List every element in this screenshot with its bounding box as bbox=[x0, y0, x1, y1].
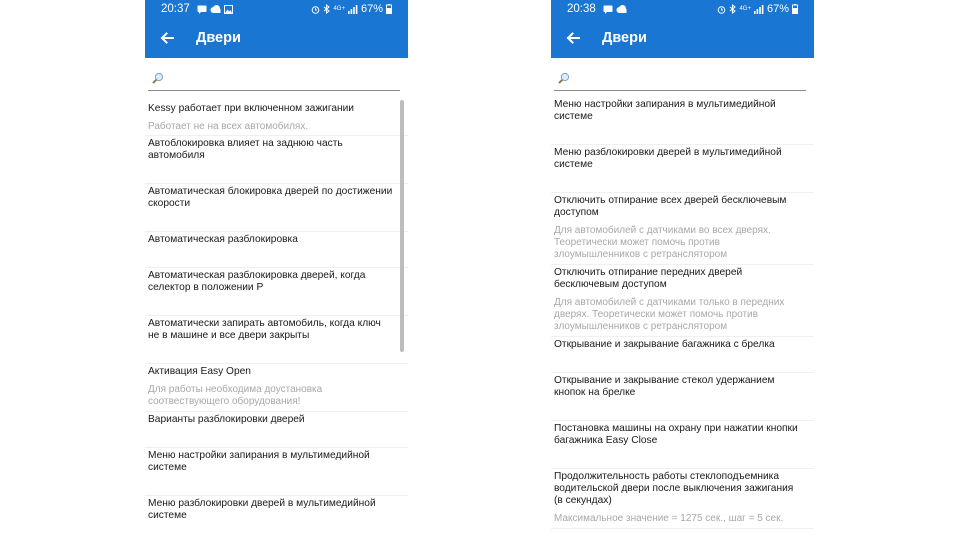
status-bar bbox=[551, 0, 814, 18]
back-arrow-icon[interactable] bbox=[157, 28, 177, 48]
bluetooth-icon bbox=[323, 4, 330, 14]
alarm-icon bbox=[311, 5, 320, 14]
list-item[interactable] bbox=[551, 373, 814, 421]
list-item-subtitle: Максимальное значение = 1275 сек., шаг = 5 сек. bbox=[554, 513, 784, 524]
network-type: 4G+ bbox=[739, 6, 751, 12]
list-item-subtitle: Для автомобилей с датчиками только в передних дверях. Теоретически может помочь против злоумышленников с ретранслятором bbox=[554, 297, 785, 332]
app-bar bbox=[551, 18, 814, 58]
list-item-subtitle: Для автомобилей с датчиками во всех дверях. Теоретически может помочь против злоумышленников с ретранслятором bbox=[554, 225, 771, 260]
list-item-title: Меню разблокировки дверей в мультимедийной системе bbox=[554, 147, 782, 170]
signal-icon bbox=[348, 5, 358, 14]
list-item-title: Отключить отпирание передних дверей бесключевым доступом bbox=[554, 267, 743, 290]
status-time: 20:38 bbox=[567, 3, 596, 15]
cloud-icon bbox=[616, 5, 627, 13]
battery-percent: 67% bbox=[360, 3, 383, 15]
message-icon bbox=[603, 5, 613, 14]
list-item[interactable] bbox=[145, 101, 408, 136]
list-item-title: Продолжительность работы стеклоподъемника водительской двери после выключения зажигания (в секундах) bbox=[554, 471, 794, 506]
list-item-title: Автоматически запирать автомобиль, когда ключ не в машине и все двери закрыты bbox=[148, 318, 381, 341]
search-bar[interactable] bbox=[148, 58, 400, 91]
list-item[interactable] bbox=[145, 136, 408, 184]
search-input[interactable] bbox=[576, 68, 806, 90]
list-item[interactable] bbox=[551, 265, 814, 337]
list-item-title: Меню разблокировки дверей в мультимедийной системе bbox=[148, 498, 376, 521]
signal-icon bbox=[754, 5, 764, 14]
list-item-title: Открывание и закрывание стекол удержанием кнопок на брелке bbox=[554, 375, 775, 398]
list-item-title: Активация Easy Open bbox=[148, 366, 251, 377]
list-item[interactable] bbox=[145, 316, 408, 364]
list-item[interactable] bbox=[145, 232, 408, 268]
list-item-title: Автоматическая блокировка дверей по достижении скорости bbox=[148, 186, 393, 209]
list-item[interactable] bbox=[145, 364, 408, 412]
list-item-subtitle: Работает не на всех автомобилях. bbox=[148, 121, 309, 132]
list-item-subtitle: Для работы необходима доустановка соотвествующего оборудования! bbox=[148, 384, 323, 407]
search-icon bbox=[558, 71, 570, 89]
gallery-icon bbox=[224, 5, 233, 14]
list-item-title: Открывание и закрывание багажника с брелка bbox=[554, 339, 775, 350]
list-item[interactable] bbox=[145, 412, 408, 448]
phone-screen-left bbox=[145, 0, 408, 540]
bluetooth-icon bbox=[729, 4, 736, 14]
list-item-title: Меню настройки запирания в мультимедийной системе bbox=[148, 450, 370, 473]
back-arrow-icon[interactable] bbox=[563, 28, 583, 48]
phone-screen-right bbox=[551, 0, 814, 540]
cloud-icon bbox=[210, 5, 221, 13]
list-item[interactable] bbox=[551, 421, 814, 469]
list-item-title: Kessy работает при включенном зажигании bbox=[148, 103, 355, 114]
scrollbar[interactable] bbox=[400, 100, 404, 352]
list-item-title: Постановка машины на охрану при нажатии кнопки багажника Easy Close bbox=[554, 423, 798, 446]
list-item[interactable] bbox=[551, 469, 814, 529]
list-item[interactable] bbox=[145, 184, 408, 232]
list-item[interactable] bbox=[551, 337, 814, 373]
network-type: 4G+ bbox=[333, 6, 345, 12]
list-item[interactable] bbox=[145, 496, 408, 540]
alarm-icon bbox=[717, 5, 726, 14]
list-item[interactable] bbox=[551, 193, 814, 265]
list-item-title: Меню настройки запирания в мультимедийной системе bbox=[554, 99, 776, 122]
page-title: Двери bbox=[602, 30, 647, 46]
list-item[interactable] bbox=[551, 145, 814, 193]
list-item[interactable] bbox=[145, 268, 408, 316]
status-bar bbox=[145, 0, 408, 18]
battery-icon bbox=[386, 4, 392, 14]
settings-list bbox=[551, 97, 814, 529]
search-bar[interactable] bbox=[554, 58, 806, 91]
list-item-title: Отключить отпирание всех дверей бесключевым доступом bbox=[554, 195, 787, 218]
list-item-title: Автоматическая разблокировка bbox=[148, 234, 298, 245]
list-item-title: Автоматическая разблокировка дверей, когда селектор в положении P bbox=[148, 270, 366, 293]
settings-list bbox=[145, 101, 408, 540]
search-icon bbox=[152, 71, 164, 89]
message-icon bbox=[197, 5, 207, 14]
status-time: 20:37 bbox=[161, 3, 190, 15]
list-item-title: Варианты разблокировки дверей bbox=[148, 414, 305, 425]
app-bar bbox=[145, 18, 408, 58]
page-title: Двери bbox=[196, 30, 241, 46]
list-item[interactable] bbox=[551, 97, 814, 145]
list-item[interactable] bbox=[145, 448, 408, 496]
battery-icon bbox=[792, 4, 798, 14]
search-input[interactable] bbox=[170, 68, 400, 90]
list-item-title: Автоблокировка влияет на заднюю часть автомобиля bbox=[148, 138, 343, 161]
battery-percent: 67% bbox=[766, 3, 789, 15]
